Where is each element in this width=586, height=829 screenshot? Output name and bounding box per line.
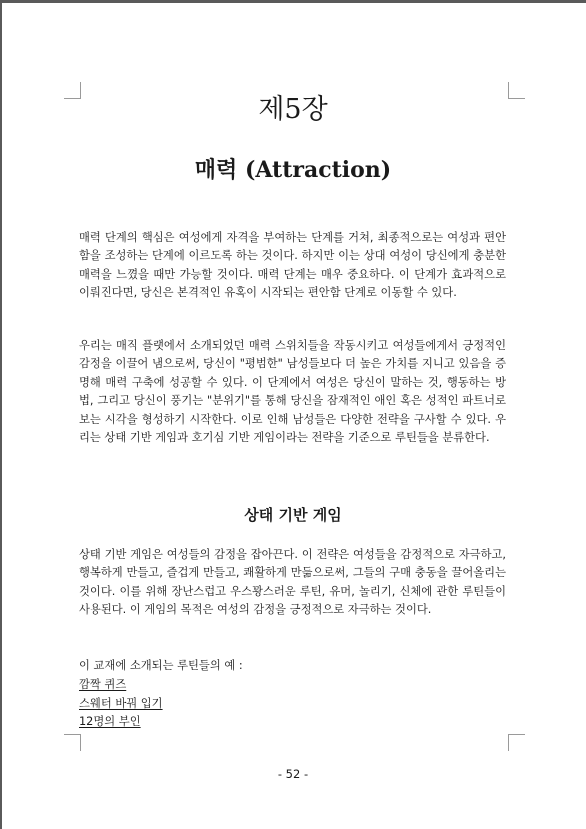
- list-item[interactable]: [79, 676, 163, 695]
- list-item[interactable]: [79, 695, 163, 714]
- chapter-heading: 제5장: [258, 94, 328, 125]
- strategy-paragraph: 우리는 매직 플랫에서 소개되었던 매력 스위치들을 작동시키고 여성들에게서 긍정적인 감정을 이끌어 냄으로써, 당신이 "평범한" 남성들보다 더 높은 가치를 지니고 있음을 증명해 매력 구축에 성공할 수 있다. 이 단계에서 여성은 당신이 말하는 것, 행동하는 방법, 그리고 당신이 풍기는 "분위기"를 통해 당신을 잠재적인 애인 혹은 성적인 파트너로 보는 시각을 형성하기 시작한다. 이로 인해 남성들은 다양한 전략을 구사할 수 있다. 우리는 상태 기반 게임과 호기심 기반 게임이라는 전략을 기준으로 루틴들을 분류한다.: [79, 339, 506, 445]
- crop-mark-bottom-left: [64, 734, 81, 751]
- examples-intro: 이 교재에 소개되는 루틴들의 예 :: [79, 659, 243, 672]
- intro-paragraph: 매력 단계의 핵심은 여성에게 자격을 부여하는 단계를 거쳐, 최종적으로는 여성과 편안함을 조성하는 단계에 이르도록 하는 것이다. 하지만 이는 상대 여성이 당신에게 충분한 매력을 느꼈을 때만 가능할 것이다. 매력 단계는 매우 중요하다. 이 단계가 효과적으로 이뤄진다면, 당신은 본격적인 유혹이 시작되는 편안함 단계로 이동할 수 있다.: [79, 231, 506, 300]
- examples-list: [79, 676, 163, 732]
- section-paragraph: 상태 기반 게임은 여성들의 감정을 잡아끈다. 이 전략은 여성들을 감정적으로 자극하고, 행복하게 만들고, 즐겁게 만들고, 쾌활하게 만듦으로써, 그들의 구매 충동을 끌어올리는 것이다. 이를 위해 장난스럽고 우스꽝스러운 루틴, 유머, 놀리기, 신체에 관한 루틴들이 사용된다. 이 게임의 목적은 여성의 감정을 긍정적으로 자극하는 것이다.: [79, 548, 506, 617]
- page-edge-top: [0, 0, 586, 3]
- list-item[interactable]: [79, 713, 163, 732]
- example-link[interactable]: 깜짝 퀴즈: [79, 678, 127, 691]
- page-number: - 52 -: [277, 767, 309, 781]
- example-link[interactable]: 스웨터 바꿔 입기: [79, 696, 163, 710]
- chapter-title: 매력 (Attraction): [194, 157, 392, 183]
- crop-mark-bottom-right: [508, 734, 525, 751]
- example-link[interactable]: 12명의 부인: [79, 715, 141, 728]
- section-heading: 상태 기반 게임: [244, 506, 342, 524]
